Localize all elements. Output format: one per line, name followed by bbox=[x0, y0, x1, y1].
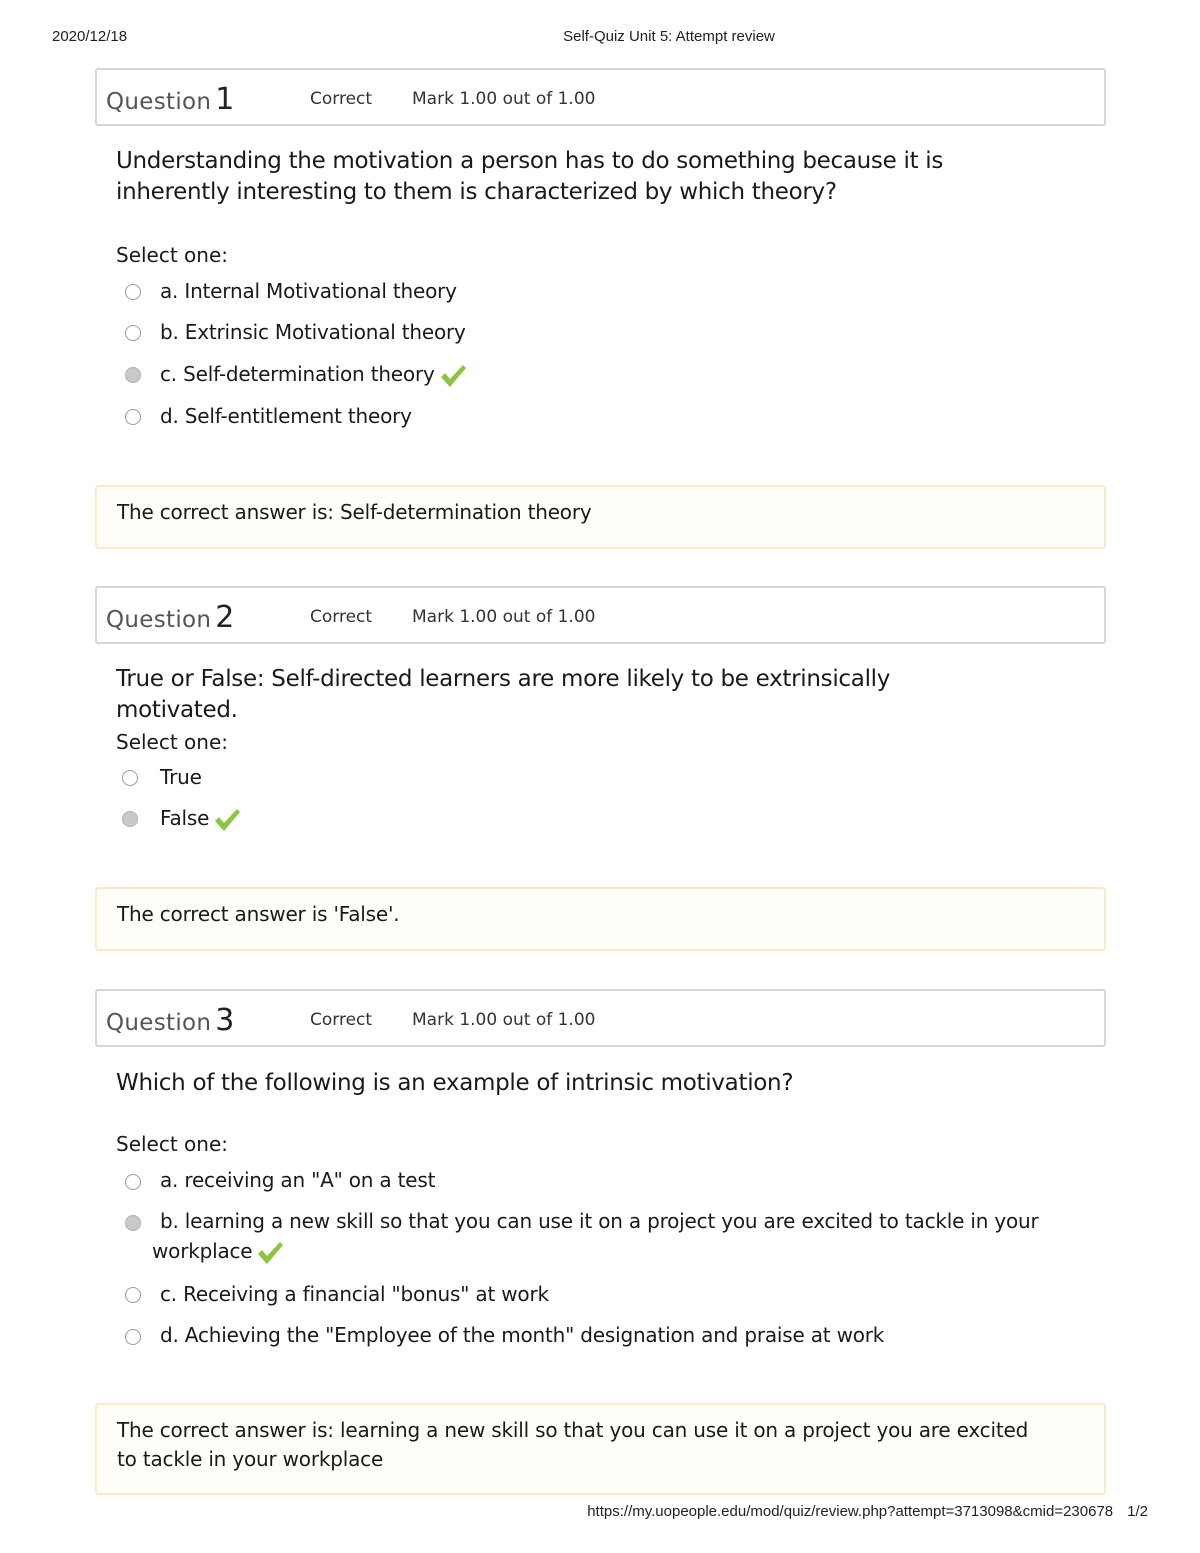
question-3-header bbox=[95, 989, 1106, 1047]
question-2-option-false[interactable] bbox=[0, 803, 1200, 833]
option-label: b. Extrinsic Motivational theory bbox=[160, 320, 466, 344]
question-grade: Mark 1.00 out of 1.00 bbox=[412, 1010, 596, 1030]
radio-icon[interactable] bbox=[125, 1174, 141, 1190]
print-page-number: 1/2 bbox=[1127, 1503, 1148, 1520]
question-2-feedback bbox=[95, 887, 1106, 951]
check-icon bbox=[213, 807, 241, 833]
question-3-option-d[interactable] bbox=[0, 1320, 1200, 1350]
option-label: a. Internal Motivational theory bbox=[160, 279, 457, 303]
print-title: Self-Quiz Unit 5: Attempt review bbox=[563, 28, 775, 45]
option-label-wrap bbox=[160, 803, 241, 833]
option-label: c. Receiving a financial "bonus" at work bbox=[160, 1282, 549, 1306]
question-number: 1 bbox=[215, 82, 235, 117]
radio-icon[interactable] bbox=[125, 325, 141, 341]
radio-icon[interactable] bbox=[125, 409, 141, 425]
question-grade: Mark 1.00 out of 1.00 bbox=[412, 607, 596, 627]
option-label-wrap bbox=[160, 359, 467, 389]
question-1-header bbox=[95, 68, 1106, 126]
question-3-option-c[interactable] bbox=[0, 1279, 1200, 1309]
option-label: a. receiving an "A" on a test bbox=[160, 1168, 436, 1192]
radio-icon-selected[interactable] bbox=[125, 367, 141, 383]
question-label: Question 2 bbox=[106, 600, 235, 635]
print-url: https://my.uopeople.edu/mod/quiz/review.php?attempt=3713098&cmid=230678 bbox=[587, 1503, 1114, 1520]
option-label: c. Self-determination theory bbox=[160, 362, 435, 386]
question-1-prompt: Select one: bbox=[116, 243, 229, 267]
feedback-text: The correct answer is: learning a new skill so that you can use it on a project you are excited to tackle in your workplace bbox=[117, 1418, 1029, 1471]
print-header bbox=[0, 28, 1200, 50]
question-3-option-b[interactable] bbox=[0, 1206, 1200, 1266]
option-label-wrap bbox=[152, 1236, 284, 1266]
option-label: d. Achieving the "Employee of the month" designation and praise at work bbox=[160, 1323, 885, 1347]
question-2-prompt: Select one: bbox=[116, 730, 229, 754]
radio-icon[interactable] bbox=[122, 770, 138, 786]
radio-icon[interactable] bbox=[125, 1329, 141, 1345]
option-label: False bbox=[160, 806, 210, 830]
question-number: 3 bbox=[215, 1003, 235, 1038]
option-label-continued: workplace bbox=[152, 1239, 253, 1263]
option-label: True bbox=[160, 765, 202, 789]
question-grade: Mark 1.00 out of 1.00 bbox=[412, 89, 596, 109]
feedback-text: The correct answer is: Self-determination theory bbox=[117, 500, 592, 524]
question-state: Correct bbox=[310, 89, 373, 109]
question-state: Correct bbox=[310, 607, 373, 627]
radio-icon[interactable] bbox=[125, 1287, 141, 1303]
question-3-option-a[interactable] bbox=[0, 1165, 1200, 1195]
feedback-text: The correct answer is 'False'. bbox=[117, 902, 400, 926]
radio-icon[interactable] bbox=[125, 284, 141, 300]
question-1-feedback bbox=[95, 485, 1106, 549]
question-number: 2 bbox=[215, 600, 235, 635]
option-label: d. Self-entitlement theory bbox=[160, 404, 412, 428]
question-3-feedback bbox=[95, 1403, 1106, 1495]
radio-icon-selected[interactable] bbox=[122, 811, 138, 827]
question-label: Question 3 bbox=[106, 1003, 235, 1038]
question-state: Correct bbox=[310, 1010, 373, 1030]
question-label: Question 1 bbox=[106, 82, 235, 117]
question-3-text: Which of the following is an example of intrinsic motivation? bbox=[116, 1070, 794, 1096]
radio-icon-selected[interactable] bbox=[125, 1215, 141, 1231]
question-2-header bbox=[95, 586, 1106, 644]
question-1-text: Understanding the motivation a person has to do something because it is inherently interesting to them is characterized by which theory? bbox=[116, 148, 944, 205]
question-2-text: True or False: Self-directed learners are more likely to be extrinsically motivated. bbox=[116, 666, 891, 723]
print-date: 2020/12/18 bbox=[52, 28, 128, 45]
check-icon bbox=[439, 363, 467, 389]
question-1-option-b[interactable] bbox=[0, 317, 1200, 347]
print-footer bbox=[587, 1503, 1148, 1520]
question-3-prompt: Select one: bbox=[116, 1132, 229, 1156]
question-1-option-c[interactable] bbox=[0, 359, 1200, 389]
question-2-option-true[interactable] bbox=[0, 762, 1200, 792]
option-label: b. learning a new skill so that you can use it on a project you are excited to tackle in your bbox=[160, 1209, 1039, 1233]
question-1-option-a[interactable] bbox=[0, 276, 1200, 306]
question-1-option-d[interactable] bbox=[0, 401, 1200, 431]
check-icon bbox=[256, 1240, 284, 1266]
